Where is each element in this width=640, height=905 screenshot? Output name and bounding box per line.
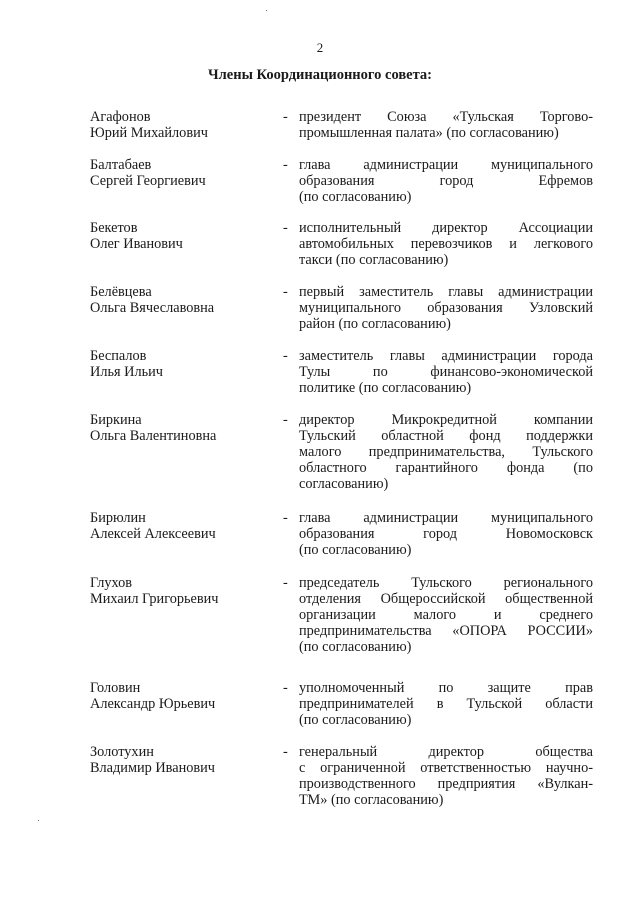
member-position-line: исполнительный директор Ассоциации	[299, 220, 593, 236]
member-position-line: образования город Новомосковск	[299, 526, 593, 542]
member-position-line: директор Микрокредитной компании	[299, 412, 593, 428]
member-surname: Белёвцева	[90, 284, 152, 300]
member-dash: -	[283, 680, 288, 696]
member-given-names: Илья Ильич	[90, 364, 163, 380]
member-position-line: промышленная палата» (по согласованию)	[299, 125, 559, 141]
member-position-line: (по согласованию)	[299, 639, 412, 655]
member-position-line: согласованию)	[299, 476, 389, 492]
member-surname: Беспалов	[90, 348, 147, 364]
member-position-line: Тульский областной фонд поддержки	[299, 428, 593, 444]
member-position-line: Тулы по финансово-экономической	[299, 364, 593, 380]
member-position-line: председатель Тульского регионального	[299, 575, 593, 591]
member-given-names: Владимир Иванович	[90, 760, 215, 776]
member-name	[90, 109, 280, 141]
member-dash: -	[283, 575, 288, 591]
member-position-line: отделения Общероссийской общественной	[299, 591, 593, 607]
member-position-line: образования город Ефремов	[299, 173, 593, 189]
member-position-line: муниципального образования Узловский	[299, 300, 593, 316]
member-position-line: организации малого и среднего	[299, 607, 593, 623]
member-dash: -	[283, 284, 288, 300]
member-surname: Балтабаев	[90, 157, 152, 173]
member-name	[90, 680, 280, 712]
member-position-line: генеральный директор общества	[299, 744, 593, 760]
member-dash: -	[283, 412, 288, 428]
member-position	[299, 109, 593, 141]
member-surname: Головин	[90, 680, 141, 696]
member-surname: Агафонов	[90, 109, 151, 125]
member-surname: Бекетов	[90, 220, 138, 236]
member-position-line: (по согласованию)	[299, 542, 412, 558]
member-position-line: глава администрации муниципального	[299, 157, 593, 173]
member-dash: -	[283, 744, 288, 760]
member-position-line: глава администрации муниципального	[299, 510, 593, 526]
document-title: Члены Координационного совета:	[208, 67, 432, 83]
member-dash: -	[283, 348, 288, 364]
member-name	[90, 157, 280, 189]
member-given-names: Сергей Георгиевич	[90, 173, 206, 189]
member-given-names: Михаил Григорьевич	[90, 591, 219, 607]
member-surname: Глухов	[90, 575, 132, 591]
member-name	[90, 348, 280, 380]
member-name	[90, 284, 280, 316]
member-position-line: президент Союза «Тульская Торгово-	[299, 109, 593, 125]
member-position-line: такси (по согласованию)	[299, 252, 449, 268]
member-name	[90, 744, 280, 776]
member-position	[299, 575, 593, 655]
member-dash: -	[283, 220, 288, 236]
member-name	[90, 412, 280, 444]
member-dash: -	[283, 109, 288, 125]
scan-speck	[38, 820, 39, 821]
member-position-line: (по согласованию)	[299, 712, 412, 728]
member-name	[90, 510, 280, 542]
member-position	[299, 348, 593, 396]
member-position-line: заместитель главы администрации города	[299, 348, 593, 364]
member-position-line: предпринимателей в Тульской области	[299, 696, 593, 712]
member-given-names: Ольга Вячеславовна	[90, 300, 215, 316]
member-surname: Бирюлин	[90, 510, 146, 526]
member-position-line: уполномоченный по защите прав	[299, 680, 593, 696]
member-position-line: производственного предприятия «Вулкан-	[299, 776, 593, 792]
member-surname: Биркина	[90, 412, 142, 428]
member-dash: -	[283, 510, 288, 526]
member-surname: Золотухин	[90, 744, 154, 760]
member-given-names: Олег Иванович	[90, 236, 183, 252]
member-position-line: район (по согласованию)	[299, 316, 451, 332]
member-position	[299, 220, 593, 268]
member-position-line: автомобильных перевозчиков и легкового	[299, 236, 593, 252]
member-position-line: предпринимательства «ОПОРА РОССИИ»	[299, 623, 593, 639]
member-position-line: областного гарантийного фонда (по	[299, 460, 593, 476]
member-position-line: (по согласованию)	[299, 189, 412, 205]
member-given-names: Алексей Алексеевич	[90, 526, 216, 542]
scan-speck	[266, 10, 267, 11]
member-position	[299, 510, 593, 558]
member-position	[299, 157, 593, 205]
member-position-line: малого предпринимательства, Тульского	[299, 444, 593, 460]
member-position-line: политике (по согласованию)	[299, 380, 472, 396]
member-given-names: Юрий Михайлович	[90, 125, 208, 141]
page-number: 2	[316, 40, 324, 55]
member-given-names: Ольга Валентиновна	[90, 428, 217, 444]
member-given-names: Александр Юрьевич	[90, 696, 216, 712]
member-dash: -	[283, 157, 288, 173]
member-position-line: первый заместитель главы администрации	[299, 284, 593, 300]
member-position	[299, 744, 593, 808]
member-name	[90, 575, 280, 607]
member-position	[299, 284, 593, 332]
member-name	[90, 220, 280, 252]
member-position-line: ТМ» (по согласованию)	[299, 792, 444, 808]
member-position	[299, 412, 593, 492]
member-position	[299, 680, 593, 728]
member-position-line: с ограниченной ответственностью научно-	[299, 760, 593, 776]
